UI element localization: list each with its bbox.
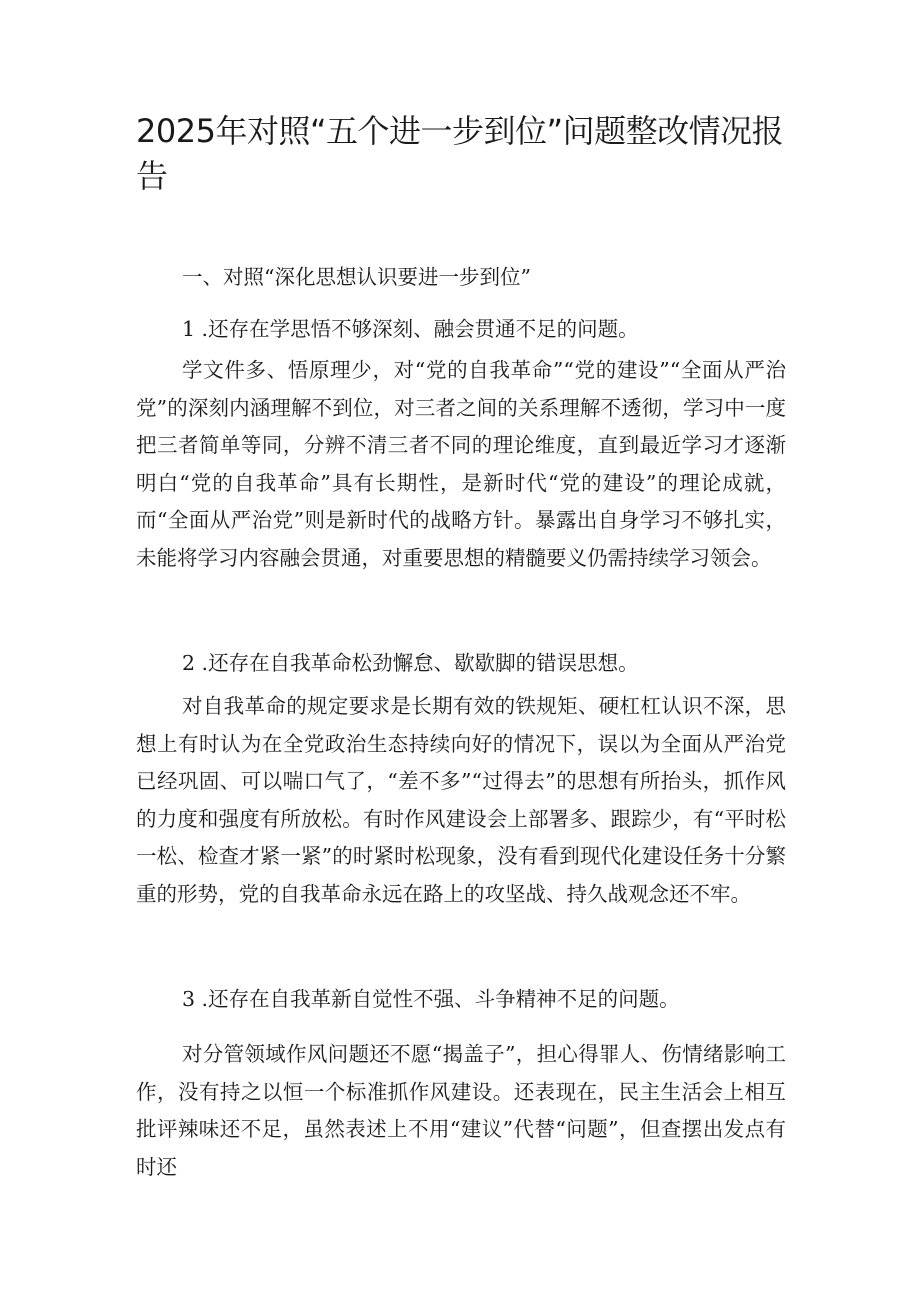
item-2-heading: 2 .还存在自我革命松劲懈怠、歇歇脚的错误思想。: [182, 651, 639, 675]
item-3-heading: 3 .还存在自我革新自觉性不强、斗争精神不足的问题。: [182, 987, 680, 1011]
section-heading: 一、对照“深化思想认识要进一步到位”: [182, 265, 531, 289]
item-2-body: 对自我革命的规定要求是长期有效的铁规矩、硬杠杠认识不深，思想上有时认为在全党政治生态持续向好的情况下，误以为全面从严治党已经巩固、可以喘口气了，“差不多”“过得去”的思想有所抬头，抓作风的力度和强度有所放松。有时作风建设会上部署多、跟踪少，有“平时松一松、检查才紧一紧”的时紧时松现象，没有看到现代化建设任务十分繁重的形势，党的自我革命永远在路上的攻坚战、持久战观念还不牢。: [136, 694, 786, 906]
document-title: 2025年对照“五个进一步到位”问题整改情况报告: [136, 112, 784, 195]
item-1-heading: 1 .还存在学思悟不够深刻、融会贯通不足的问题。: [182, 317, 639, 341]
item-1-body: 学文件多、悟原理少，对“党的自我革命”“党的建设”“全面从严治党”的深刻内涵理解不到位，对三者之间的关系理解不透彻，学习中一度把三者简单等同，分辨不清三者不同的理论维度，直到最近学习才逐渐明白“党的自我革命”具有长期性，是新时代“党的建设”的理论成就，而“全面从严治党”则是新时代的战略方针。暴露出自身学习不够扎实，未能将学习内容融会贯通，对重要思想的精髓要义仍需持续学习领会。: [136, 358, 786, 570]
item-3-body: 对分管领域作风问题还不愿“揭盖子”，担心得罪人、伤情绪影响工作，没有持之以恒一个标准抓作风建设。还表现在，民主生活会上相互批评辣味还不足，虽然表述上不用“建议”代替“问题”，但查摆出发点有时还: [136, 1042, 786, 1179]
